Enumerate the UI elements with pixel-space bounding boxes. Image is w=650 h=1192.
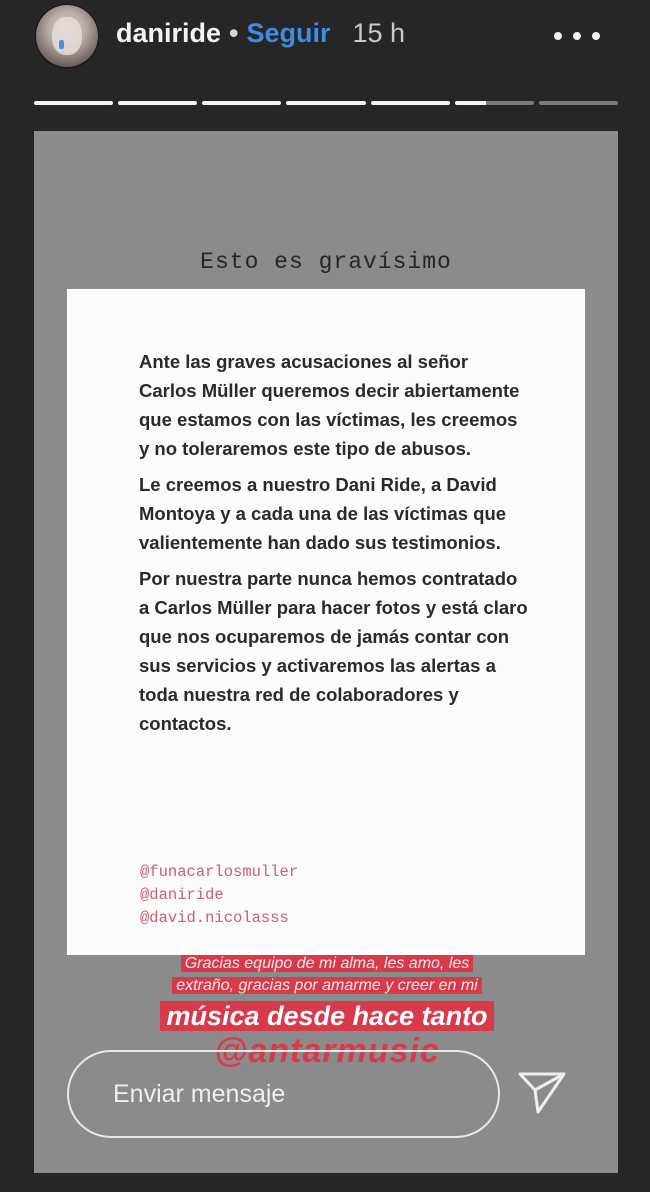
message-field[interactable] bbox=[67, 1050, 500, 1138]
progress-segment-fill bbox=[455, 101, 487, 105]
caption-line: Gracias equipo de mi alma, les amo, les bbox=[181, 955, 474, 972]
caption-mention[interactable]: @antarmusic bbox=[214, 1032, 440, 1070]
more-dot bbox=[554, 32, 562, 40]
mention-tag[interactable]: @david.nicolasss bbox=[140, 909, 289, 927]
progress-segment bbox=[286, 101, 365, 105]
more-dot bbox=[573, 32, 581, 40]
avatar-face bbox=[52, 17, 82, 55]
send-icon[interactable] bbox=[516, 1068, 570, 1118]
avatar[interactable] bbox=[34, 3, 100, 69]
progress-segment bbox=[371, 101, 450, 105]
story-progress-bar bbox=[34, 101, 618, 105]
timestamp: 15 h bbox=[352, 18, 406, 48]
more-dot bbox=[592, 32, 600, 40]
progress-segment-fill bbox=[286, 101, 365, 105]
avatar-tear-mark bbox=[59, 40, 64, 49]
separator-dot: • bbox=[229, 18, 239, 48]
follow-button[interactable]: Seguir bbox=[246, 18, 331, 48]
mention-list bbox=[140, 861, 298, 930]
progress-segment-fill bbox=[202, 101, 281, 105]
mention-tag[interactable]: @funacarlosmuller bbox=[140, 863, 299, 881]
statement-paragraph: Por nuestra parte nunca hemos contratado a Carlos Müller para hacer fotos y está claro que nos ocuparemos de jamás contar con sus servicios y activaremos las alertas a toda nuestra red de colaboradores y contactos. bbox=[139, 568, 528, 734]
statement-paragraph: Ante las graves acusaciones al señor Carlos Müller queremos decir abiertamente que estamos con las víctimas, les creemos y no toleraremos este tipo de abusos. bbox=[139, 351, 520, 459]
username[interactable]: daniride bbox=[116, 18, 222, 48]
progress-segment-fill bbox=[118, 101, 197, 105]
story-header bbox=[0, 0, 650, 82]
send-icon-graphic bbox=[516, 1068, 570, 1118]
progress-segment-fill bbox=[34, 101, 113, 105]
progress-segment bbox=[34, 101, 113, 105]
progress-segment bbox=[539, 101, 618, 105]
story-title: Esto es gravísimo bbox=[200, 249, 452, 275]
statement-paragraph: Le creemos a nuestro Dani Ride, a David Montoya y a cada una de las víctimas que valientemente han dado sus testimonios. bbox=[139, 474, 507, 553]
statement-card bbox=[67, 289, 585, 955]
statement-text bbox=[139, 347, 529, 745]
message-input[interactable] bbox=[111, 1079, 475, 1110]
user-line bbox=[116, 18, 405, 49]
caption-highlight: música desde hace tanto bbox=[160, 1001, 493, 1031]
progress-segment-fill bbox=[371, 101, 450, 105]
story-content[interactable] bbox=[34, 131, 618, 1173]
progress-segment bbox=[455, 101, 534, 105]
progress-segment bbox=[118, 101, 197, 105]
progress-segment bbox=[202, 101, 281, 105]
caption-line: extraño, gracias por amarme y creer en mi bbox=[172, 977, 481, 994]
mention-tag[interactable]: @daniride bbox=[140, 886, 224, 904]
more-options-icon[interactable] bbox=[554, 24, 600, 48]
